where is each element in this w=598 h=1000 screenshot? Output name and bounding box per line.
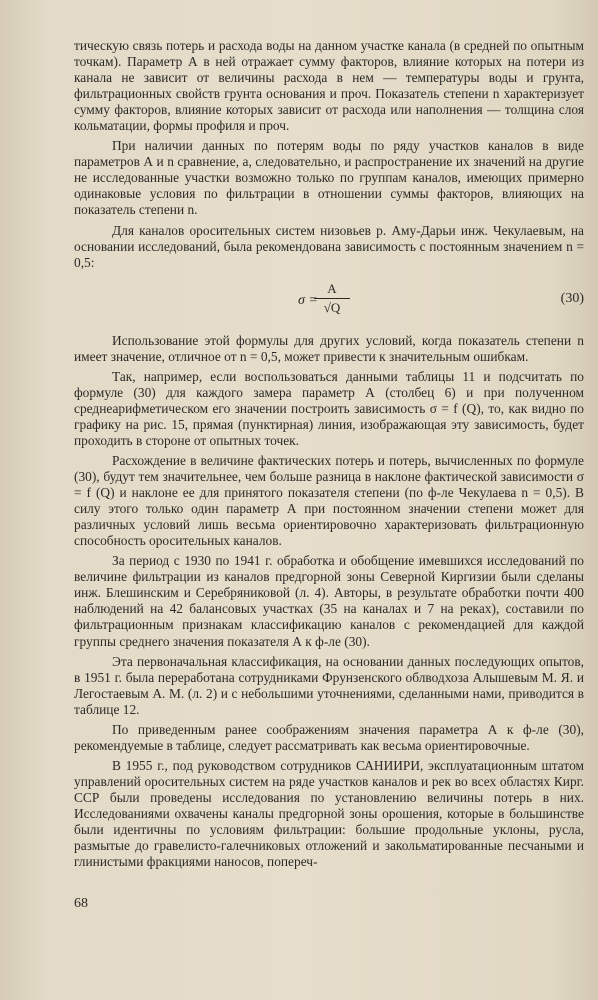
paragraph-8: Эта первоначальная классификация, на основании данных последующих опытов, в 1951 г. была переработана сотрудниками Фрунзенского облводхоза Алышевым М. Я. и Легостаевым А. М. (л. 2) и с небольшими уточнениями, сделанными нами, приводится в таблице 12. [74, 653, 584, 717]
formula-30 [74, 279, 584, 327]
formula-number: (30) [560, 290, 584, 306]
paragraph-5: Так, например, если воспользоваться данными таблицы 11 и подсчитать по формуле (30) для каждого замера параметр А (столбец 6) и при полученном среднеарифметическом его значении построить зависимость σ = f (Q), то, как видно по графику на рис. 15, прямая (пунктирная) линия, изображающая эту зависимость, будет проходить в стороне от опытных точек. [74, 368, 584, 448]
formula-lhs: σ = [298, 292, 318, 308]
formula-numerator: A [314, 281, 350, 299]
paragraph-6: Расхождение в величине фактических потерь и потерь, вычисленных по формуле (30), будут тем значительнее, чем больше разница в наклоне фактической зависимости σ = f (Q) и наклоне ее для принятого показателя степени (по ф-ле Чекулаева n = 0,5). В силу этого только один параметр А при постоянном значении степени может для различных условий лишь весьма ориентировочно характеризовать фильтрационную способность оросительных каналов. [74, 452, 584, 549]
paragraph-2: При наличии данных по потерям воды по ряду участков каналов в виде параметров А и n сравнение, а, следовательно, и распространение их значений на другие не исследованные участки возможно только по группам каналов, имеющих примерно одинаковые условия по фильтрации в отношении суммы факторов, влияющих на показатель степени n. [74, 138, 584, 218]
paragraph-1: тическую связь потерь и расхода воды на данном участке канала (в средней по опытным точкам). Параметр А в ней отражает сумму факторов, влияние которых на потери из канала не зависит от величины расхода в нем — температуры воды и грунта, фильтрационных свойств грунта основания и проч. Показатель степени n характеризует сумму факторов, влияние которых зависит от расхода или наполнения — толщина слоя кольматации, формы профиля и проч. [74, 38, 584, 134]
paragraph-3: Для каналов оросительных систем низовьев р. Аму-Дарьи инж. Чекулаевым, на основании исследований, была рекомендована зависимость с постоянным значением n = 0,5: [74, 222, 584, 270]
formula-fraction [314, 281, 350, 316]
paragraph-4: Использование этой формулы для других условий, когда показатель степени n имеет значение, отличное от n = 0,5, может привести к значительным ошибкам. [74, 332, 584, 364]
body-text [74, 38, 584, 870]
paragraph-10: В 1955 г., под руководством сотрудников САНИИРИ, эксплуатационным штатом управлений оросительных систем на ряде участков каналов и рек во всех областях Кирг. ССР были проведены исследования по установлению величины потерь в них. Исследованиями охвачены каналы предгорной зоны орошения, которые в большинстве были идентичны по условиям фильтрации: большие продольные уклоны, русла, размытые до гравелисто-галечниковых отложений и закольматированные песчаными и глинистыми фракциями наносов, попереч- [74, 757, 584, 870]
formula-denominator: √Q [323, 299, 341, 315]
paragraph-7: За период с 1930 по 1941 г. обработка и обобщение имевшихся исследований по величине фильтрации из каналов предгорной зоны Северной Киргизии были сделаны инж. Блешинским и Серебряниковой (л. 4). Авторы, в результате обработки почти 400 наблюдений на 42 балансовых участках (35 на каналах и 7 на реках), составили по фильтрационным признакам классификацию каналов с рекомендацией для каждой группы среднего значения показателя А к ф-ле (30). [74, 553, 584, 649]
page-number: 68 [74, 896, 88, 911]
paragraph-9: По приведенным ранее соображениям значения параметра А к ф-ле (30), рекомендуемые в таблице, следует рассматривать как весьма ориентировочные. [74, 721, 584, 753]
